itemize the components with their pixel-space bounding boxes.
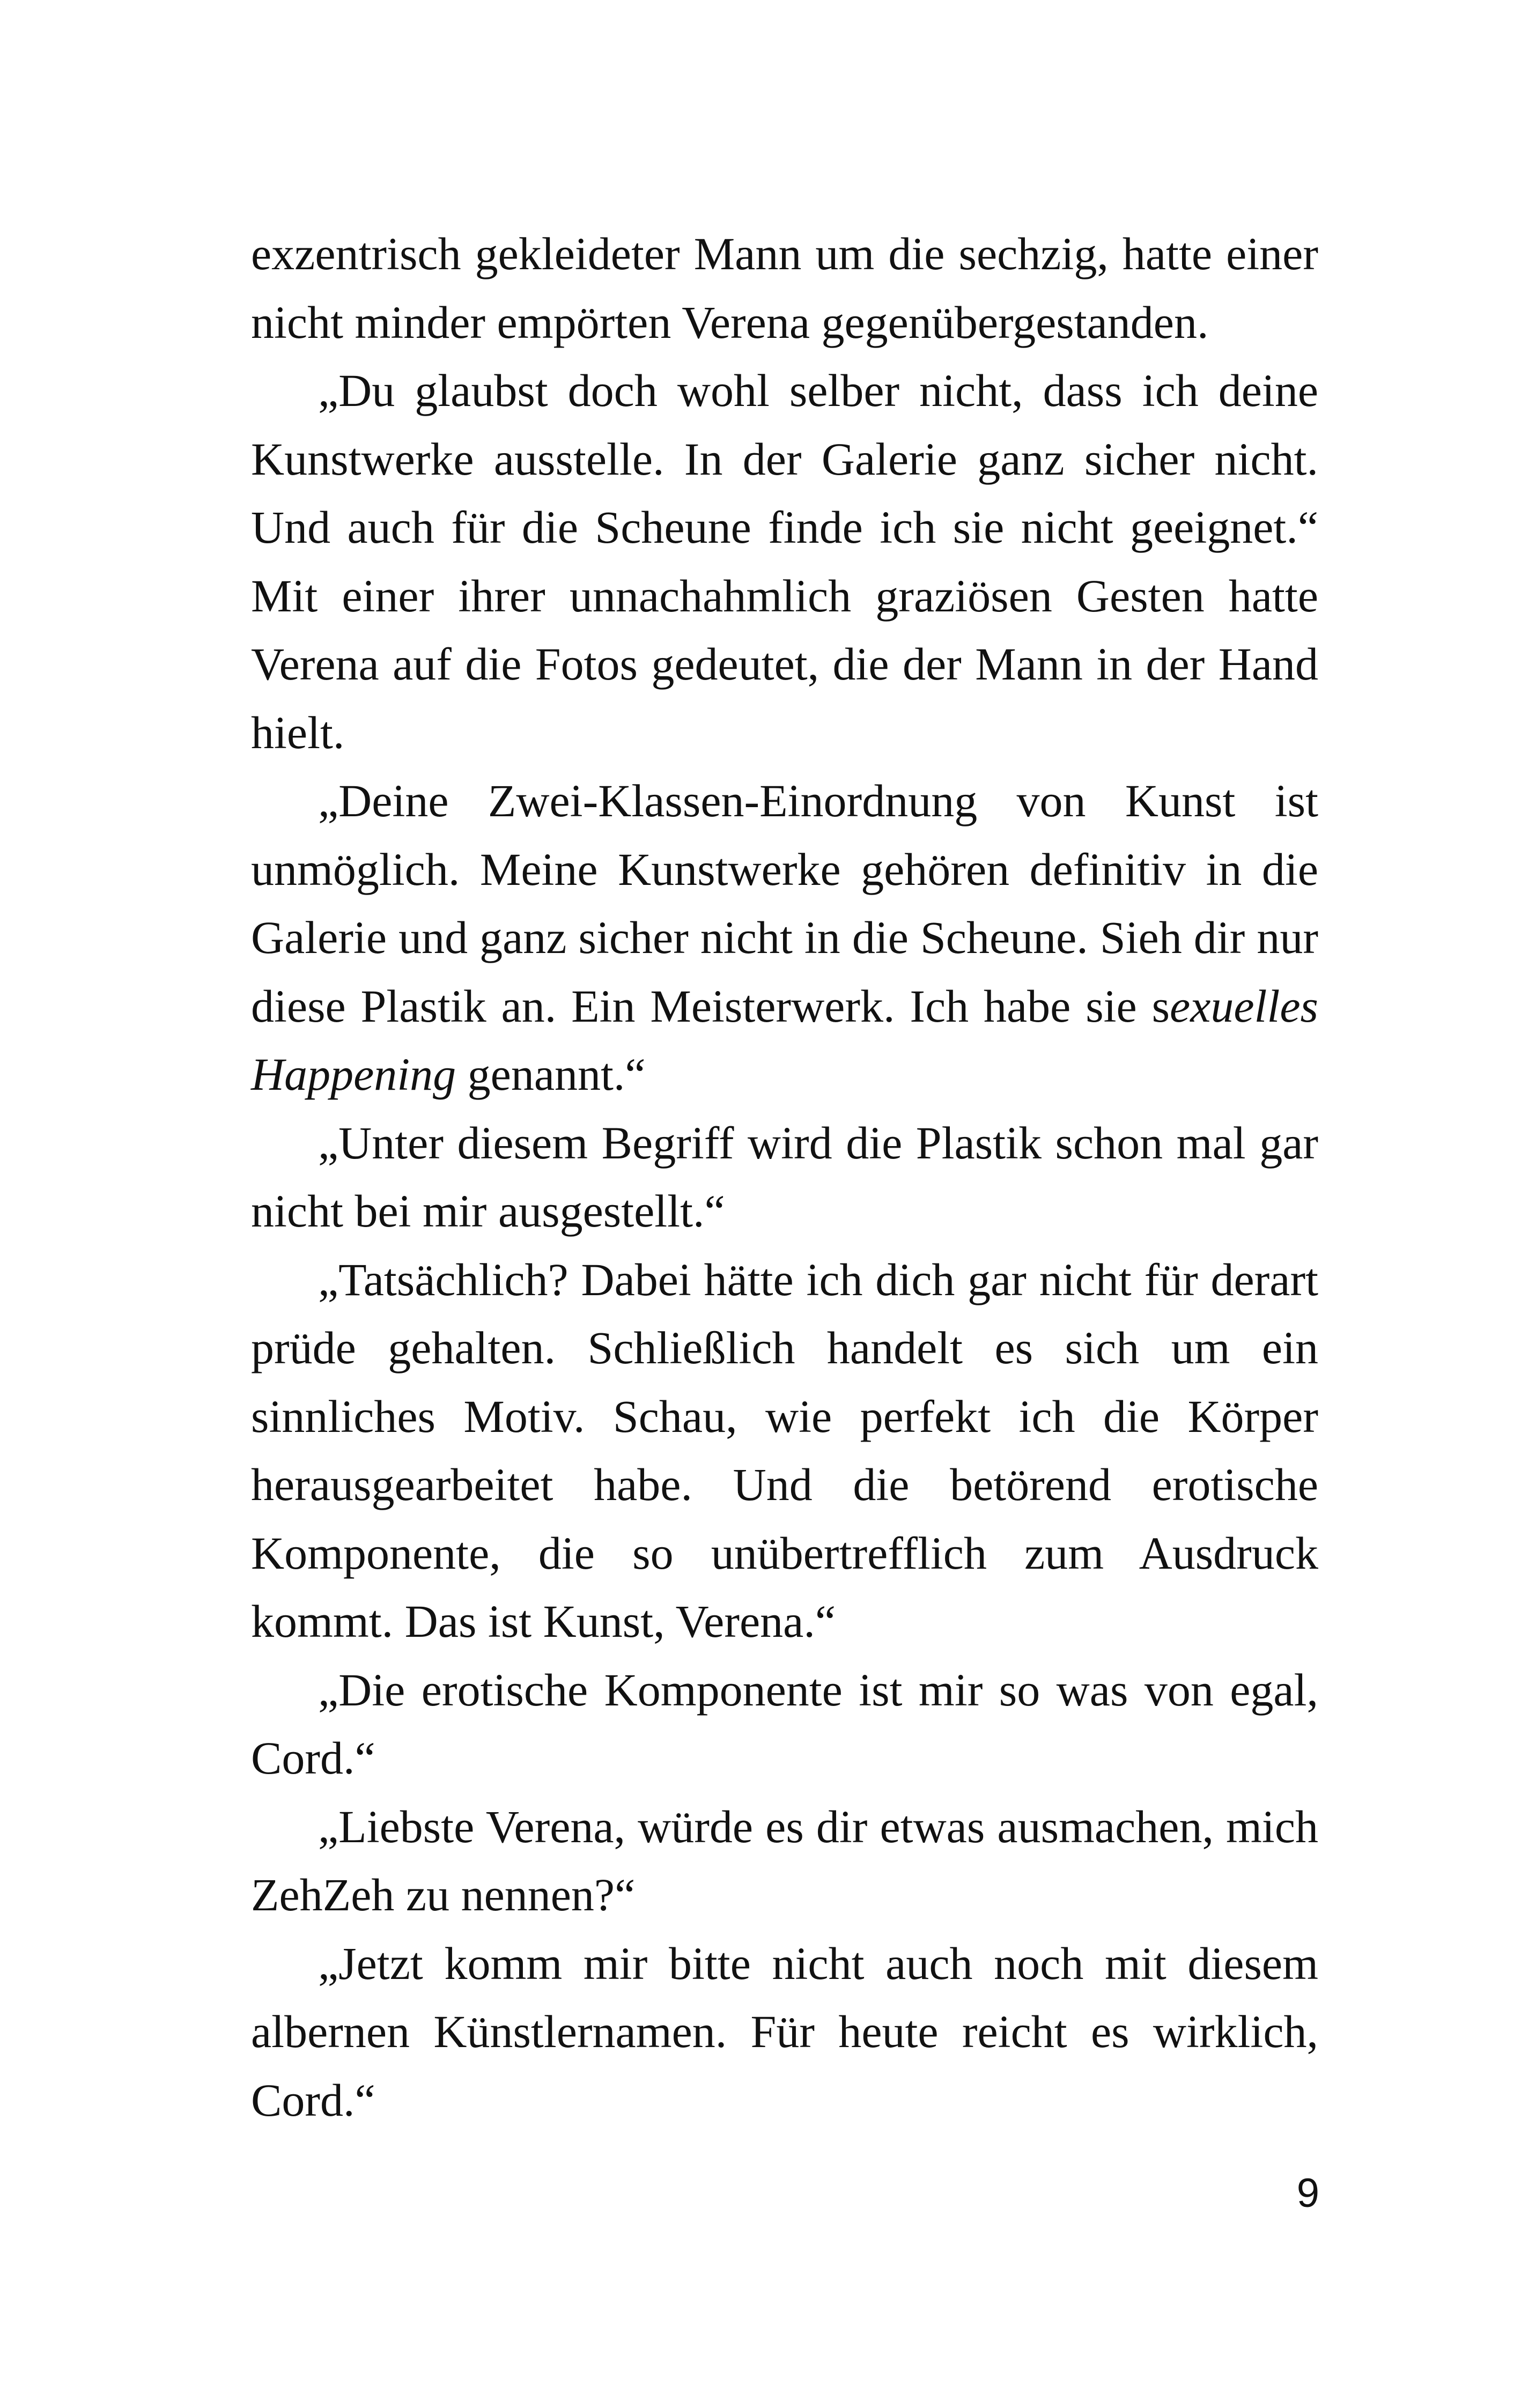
paragraph-3 <box>251 767 1318 1109</box>
paragraph-3-lead: „Deine Zwei-Klassen-Einordnung von Kunst ist unmöglich. Meine Kunstwerke gehören definitiv in die Galerie und ganz sicher nicht in die Scheune. Sieh dir nur diese Plastik an. Ein Meisterwerk. Ich habe sie s <box>251 775 1318 1032</box>
artwork-title: exuelles Happening <box>251 980 1318 1100</box>
paragraph-7: „Liebste Verena, würde es dir etwas ausmachen, mich ZehZeh zu nennen?“ <box>251 1800 1318 1921</box>
paragraph-8: „Jetzt komm mir bitte nicht auch noch mit diesem albernen Künstlernamen. Für heute reicht es wirklich, Cord.“ <box>251 1937 1318 2126</box>
page-number: 9 <box>1296 2170 1319 2216</box>
paragraph-4: „Unter diesem Begriff wird die Plastik schon mal gar nicht bei mir ausgestellt.“ <box>251 1117 1318 1237</box>
body-text <box>251 220 1318 2134</box>
paragraph-6: „Die erotische Komponente ist mir so was von egal, Cord.“ <box>251 1664 1318 1784</box>
paragraph-1: exzentrisch gekleideter Mann um die sechzig, hatte einer nicht minder empörten Verena gegenübergestanden. <box>251 228 1318 348</box>
paragraph-2: „Du glaubst doch wohl selber nicht, dass ich deine Kunstwerke ausstelle. In der Galerie ganz sicher nicht. Und auch für die Scheune finde ich sie nicht geeignet.“ Mit einer ihrer unnachahmlich graziösen Gesten hatte Verena auf die Fotos gedeutet, die der Mann in der Hand hielt. <box>251 365 1318 758</box>
paragraph-3-tail: genannt.“ <box>456 1048 646 1100</box>
paragraph-5: „Tatsächlich? Dabei hätte ich dich gar nicht für derart prüde gehalten. Schließlich handelt es sich um ein sinnliches Motiv. Schau, wie perfekt ich die Körper herausgearbeitet habe. Und die betörend erotische Komponente, die so unübertrefflich zum Ausdruck kommt. Das ist Kunst, Verena.“ <box>251 1253 1318 1647</box>
